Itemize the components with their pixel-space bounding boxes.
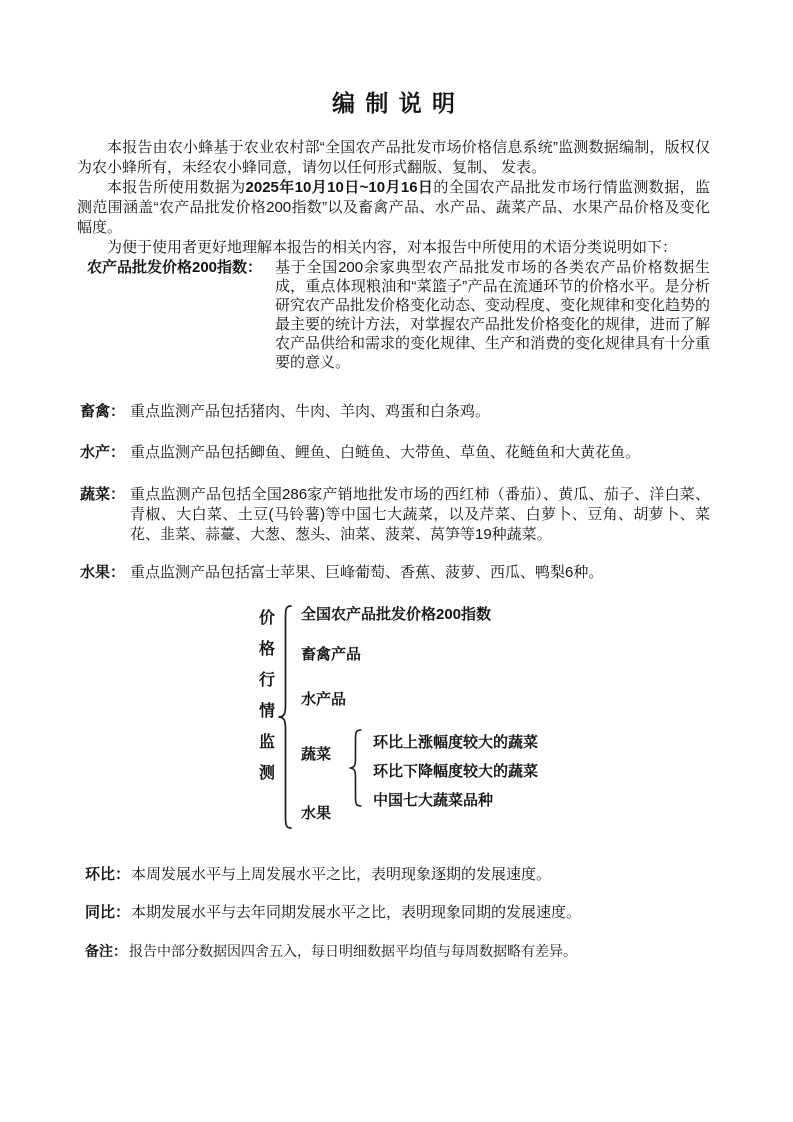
term-text-vegetable: 重点监测产品包括全国286家产销地批发市场的西红柿（番茄）、黄瓜、茄子、洋白菜、青椒、大白菜、土豆(马铃薯)等中国七大蔬菜，以及芹菜、白萝卜、豆角、胡萝卜、菜花、韭菜、蒜薹、大葱、葱头、油菜、菠菜、莴笋等19种蔬菜。 — [130, 486, 710, 543]
data-scope-suffix: 的全国农产品批发市场行情监测数据，监测范围涵盖“农产品批发价格200指数”以及畜禽产品、水产品、蔬菜产品、水果产品价格及变化幅度。 — [77, 179, 710, 236]
diagram-subitem-rising-vegetables: 环比上涨幅度较大的蔬菜 — [373, 734, 539, 751]
copyright-paragraph: 本报告由农小蜂基于农业农村部“全国农产品批发市场价格信息系统”监测数据编制，版权仅为农小蜂所有，未经农小蜂同意，请勿以任何形式翻版、复制、 发表。 — [77, 139, 710, 176]
diagram-root-label — [258, 610, 276, 796]
root-char: 监 — [258, 734, 275, 751]
main-brace — [277, 604, 293, 830]
diagram-item-index: 全国农产品批发价格200指数 — [301, 606, 492, 623]
footnote-yoy — [77, 903, 710, 923]
root-char: 行 — [258, 672, 275, 689]
term-row-aquatic — [77, 443, 710, 463]
term-label-fruit: 水果： — [80, 564, 126, 581]
price-index-text: 基于全国200余家典型农产品批发市场的各类农产品价格数据生成，重点体现粮油和“菜篮子”产品在流通环节的价格水平。是分析研究农产品批发价格变化动态、变动程度、变化规律和变化趋势的最主要的统计方法，对掌握农产品批发价格变化的规律，进而了解农产品供给和需求的变化规律、生产和消费的变化规律具有十分重要的意义。 — [275, 259, 711, 371]
root-char: 测 — [258, 765, 275, 782]
terminology-intro-paragraph: 为便于使用者更好地理解本报告的相关内容，对本报告中所使用的术语分类说明如下： — [107, 239, 678, 256]
footnote-mom-text: 本周发展水平与上周发展水平之比，表明现象逐期的发展速度。 — [131, 866, 552, 883]
monitoring-structure-diagram — [77, 598, 710, 843]
root-char: 情 — [258, 703, 275, 720]
footnote-remark-text: 报告中部分数据因四舍五入，每日明细数据平均值与每周数据略有差异。 — [129, 943, 577, 959]
diagram-item-fruit: 水果 — [301, 805, 332, 822]
footnote-remark — [77, 941, 710, 961]
diagram-item-livestock: 畜禽产品 — [301, 646, 362, 663]
price-index-definition — [77, 258, 710, 372]
term-text-aquatic: 重点监测产品包括鲫鱼、鲤鱼、白鲢鱼、大带鱼、草鱼、花鲢鱼和大黄花鱼。 — [130, 444, 641, 461]
term-text-livestock: 重点监测产品包括猪肉、牛肉、羊肉、鸡蛋和白条鸡。 — [130, 403, 491, 420]
term-row-fruit — [77, 563, 710, 583]
footnote-yoy-term: 同比： — [85, 904, 131, 921]
price-index-term: 农产品批发价格200指数： — [87, 259, 263, 276]
term-row-livestock — [77, 402, 710, 422]
footnote-yoy-text: 本期发展水平与去年同期发展水平之比，表明现象同期的发展速度。 — [131, 904, 582, 921]
term-label-livestock: 畜禽： — [80, 403, 126, 420]
footnote-mom-term: 环比： — [85, 866, 131, 883]
diagram-item-aquatic: 水产品 — [301, 691, 347, 708]
term-label-vegetable: 蔬菜： — [80, 486, 126, 503]
diagram-item-vegetable: 蔬菜 — [301, 746, 332, 763]
term-text-fruit: 重点监测产品包括富士苹果、巨峰葡萄、香蕉、菠萝、西瓜、鸭梨6种。 — [130, 564, 604, 581]
footnote-mom — [77, 865, 710, 885]
report-date-range: 2025年10月10日~10月16日 — [245, 179, 434, 196]
vegetable-brace — [348, 728, 363, 808]
diagram-subitem-seven-vegetables: 中国七大蔬菜品种 — [373, 792, 494, 809]
term-label-aquatic: 水产： — [80, 444, 126, 461]
data-scope-paragraph — [77, 178, 710, 238]
data-scope-prefix: 本报告所使用数据为 — [107, 179, 246, 196]
footnote-remark-term: 备注： — [85, 943, 127, 959]
term-row-vegetable — [77, 485, 710, 545]
root-char: 价 — [258, 610, 275, 627]
diagram-subitem-falling-vegetables: 环比下降幅度较大的蔬菜 — [373, 763, 539, 780]
root-char: 格 — [258, 641, 275, 658]
page-title: 编制说明 — [331, 90, 466, 116]
